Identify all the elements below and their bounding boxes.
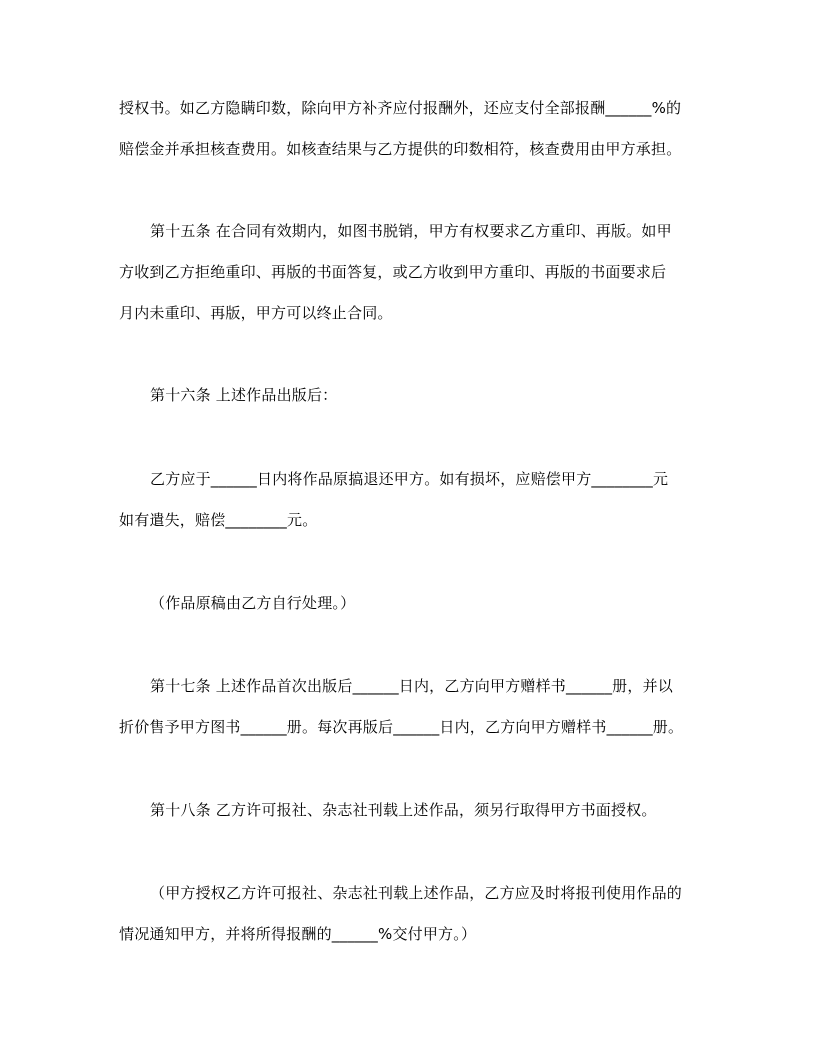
paragraph-line: 折价售予甲方图书______册。每次再版后______日内，乙方向甲方赠样书______册。 [119,718,684,736]
paragraph-line: 授权书。如乙方隐瞒印数，除向甲方补齐应付报酬外，还应支付全部报酬______%的 [119,99,682,117]
article-16-heading-line: 第十六条 上述作品出版后： [150,386,338,404]
paragraph-line: 月内未重印、再版，甲方可以终止合同。 [119,304,393,322]
paragraph-line: （作品原稿由乙方自行处理。） [150,594,356,612]
paragraph-line: 乙方应于______日内将作品原搞退还甲方。如有损坏，应赔偿甲方________元 [150,470,669,488]
paragraph-line: 赔偿金并承担核查费用。如核查结果与乙方提供的印数相符，核查费用由甲方承担。 [119,140,682,158]
paragraph-line: （甲方授权乙方许可报社、杂志社刊载上述作品，乙方应及时将报刊使用作品的 [150,884,683,902]
article-17-heading-line: 第十七条 上述作品首次出版后______日内，乙方向甲方赠样书______册，并以 [150,677,673,695]
article-15-heading-line: 第十五条 在合同有效期内，如图书脱销，甲方有权要求乙方重印、再版。如甲 [150,222,672,240]
paragraph-line: 情况通知甲方，并将所得报酬的______%交付甲方。） [119,925,477,943]
paragraph-line: 如有遣失，赔偿________元。 [119,511,318,529]
paragraph-line: 方收到乙方拒绝重印、再版的书面答复，或乙方收到甲方重印、再版的书面要求后 [119,263,667,281]
article-18-heading-line: 第十八条 乙方许可报社、杂志社刊载上述作品，须另行取得甲方书面授权。 [150,801,657,819]
